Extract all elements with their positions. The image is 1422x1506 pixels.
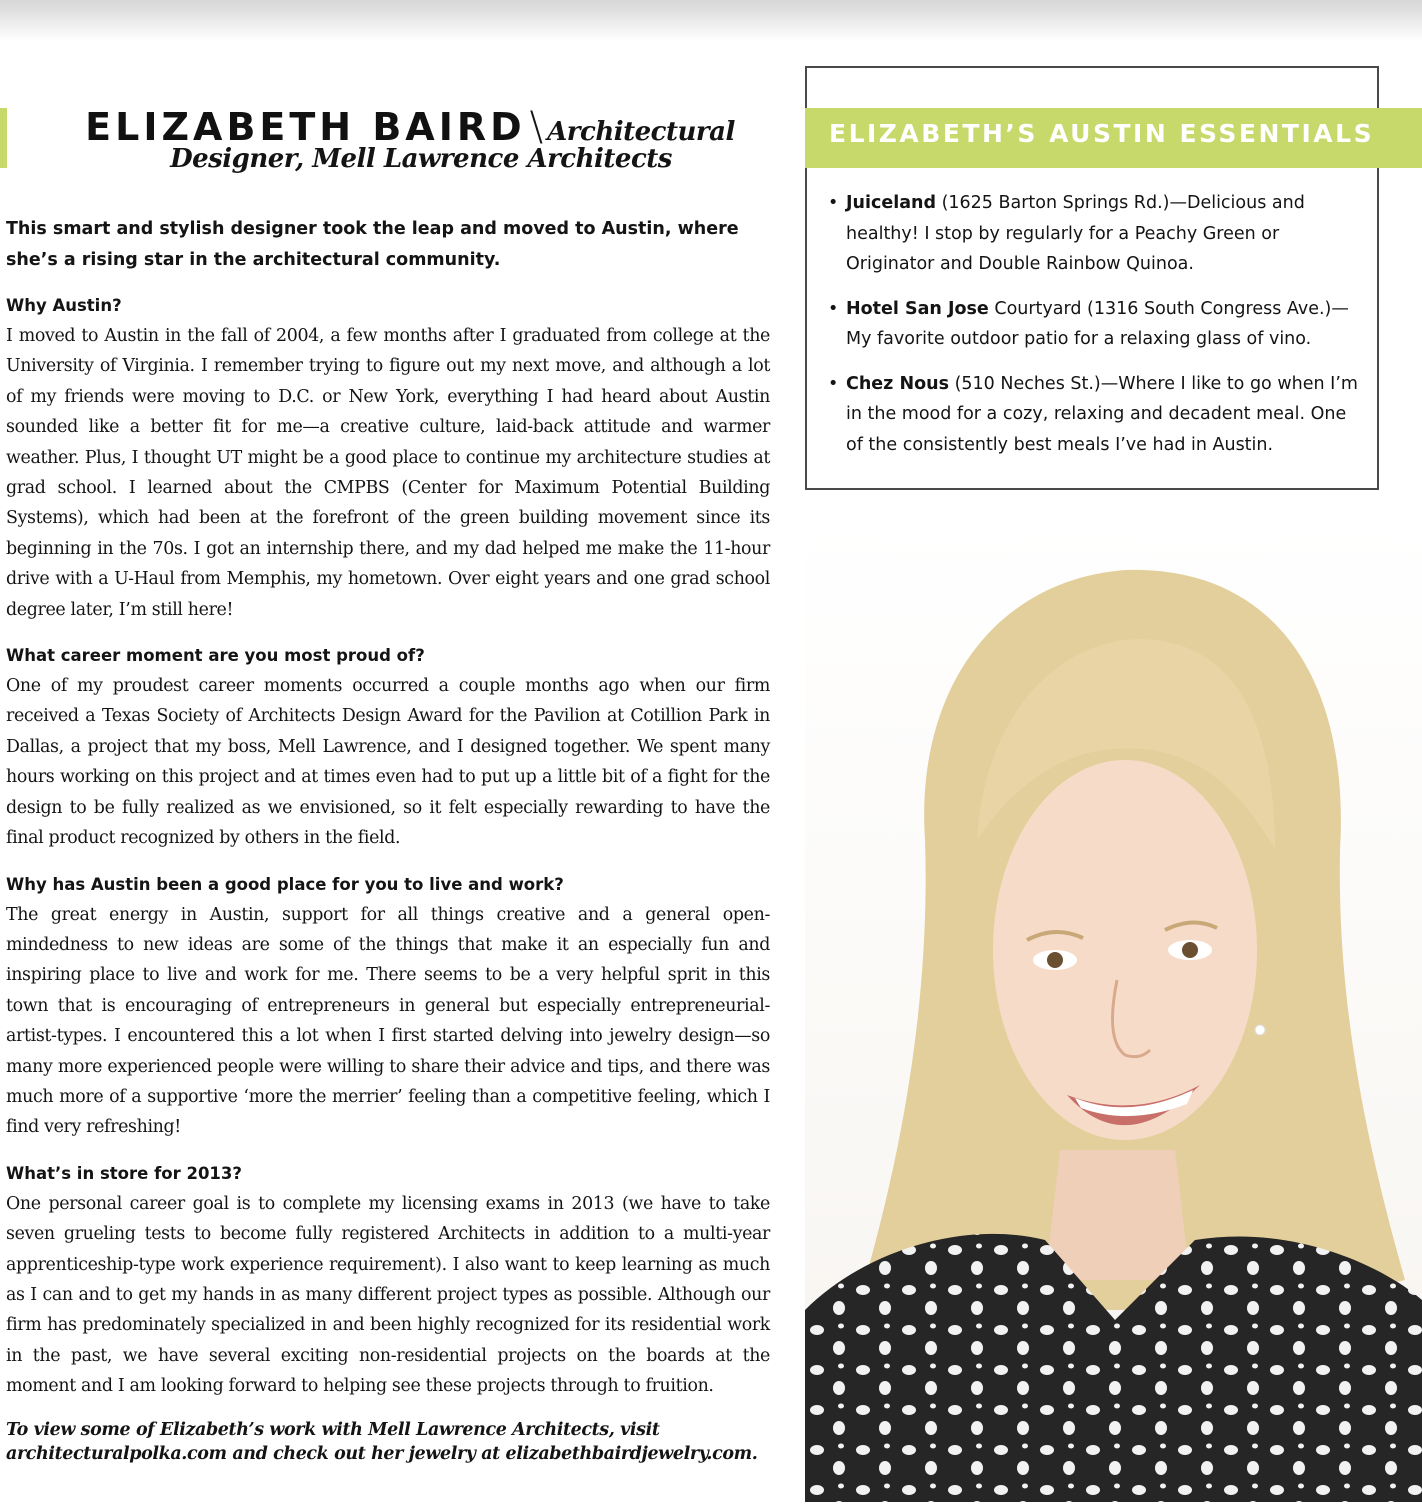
interview-article <box>6 214 770 1466</box>
subject-role-part-1: Architectural <box>547 117 735 147</box>
essentials-item <box>828 369 1368 461</box>
portrait-photo <box>805 520 1422 1502</box>
essentials-title: ELIZABETH’S AUSTIN ESSENTIALS <box>829 119 1375 148</box>
place-description: (510 Neches St.)—Where I like to go when I’m in the mood for a cozy, relaxing and decadent meal. One of the consistently best meals I’ve had in Austin. <box>846 373 1358 455</box>
article-title <box>40 104 780 174</box>
bullet-icon: • <box>828 298 839 319</box>
portrait-illustration <box>805 520 1422 1502</box>
place-name: Juiceland <box>846 193 937 213</box>
subject-role-part-2: Designer, Mell Lawrence Architects <box>170 144 672 174</box>
answer-2013: One personal career goal is to complete my licensing exams in 2013 (we have to take seven grueling tests to become fully registered Architects in addition to a multi-year apprenticeship-type work experience requirement). I also want to keep learning as much as I can and to get my hands in as many different project types as possible. Although our firm has predominately specialized in and been highly recognized for its residential work in the past, we have several exciting non-residential projects on the boards at the moment and I am looking forward to helping see these projects through to fruition. <box>6 1193 770 1397</box>
subject-name: ELIZABETH BAIRD <box>85 105 526 149</box>
bullet-icon: • <box>828 373 839 394</box>
place-description: (1625 Barton Springs Rd.)—Delicious and healthy! I stop by regularly for a Peachy Green or Originator and Double Rainbow Quinoa. <box>846 193 1305 274</box>
answer-why-austin: I moved to Austin in the fall of 2004, a few months after I graduated from college at the University of Virginia. I remember trying to figure out my next move, and although a lot of my friends were moving to D.C. or New York, everything I had heard about Austin sounded like a better fit for me—a creative culture, laid-back attitude and warmer weather. Plus, I thought UT might be a good place to continue my architecture studies at grad school. I learned about the CMPBS (Center for Maximum Potential Building Systems), which had been at the forefront of the green building movement since its beginning in the 70s. I got an internship there, and my dad helped me make the 11-hour drive with a U-Haul from Memphis, my hometown. Over eight years and one grad school degree later, I’m still here! <box>6 326 770 620</box>
question-live-and-work: Why has Austin been a good place for you to live and work? <box>6 874 564 894</box>
question-2013: What’s in store for 2013? <box>6 1163 242 1183</box>
article-intro: This smart and stylish designer took the leap and moved to Austin, where she’s a rising star in the architectural community. <box>6 219 739 270</box>
question-proudest-moment: What career moment are you most proud of? <box>6 646 425 666</box>
title-separator: \ <box>529 104 544 150</box>
place-name: Hotel San Jose <box>846 298 989 319</box>
essentials-item <box>828 188 1368 280</box>
closing-note: To view some of Elizabeth’s work with Mell Lawrence Architects, visit architecturalpolka.com and check out her jewelry at elizabethbairdjewelry.com. <box>6 1419 758 1464</box>
answer-live-and-work: The great energy in Austin, support for all things creative and a general open-mindedness to new ideas are some of the things that make it an especially fun and inspiring place to live and work for me. There seems to be a very helpful sprit in this town that is encouraging of entrepreneurs in general but especially entrepreneurial-artist-types. I encountered this a lot when I first started delving into jewelry design—so many more experienced people were willing to share their advice and tips, and there was much more of a supportive ‘more the merrier’ feeling than a competitive feeling, which I find very refreshing! <box>6 904 770 1138</box>
bullet-icon: • <box>828 193 839 213</box>
answer-proudest-moment: One of my proudest career moments occurred a couple months ago when our firm received a Texas Society of Architects Design Award for the Pavilion at Cotillion Park in Dallas, a project that my boss, Mell Lawrence, and I designed together. We spent many hours working on this project and at times even had to put up a little bit of a fight for the design to be fully realized as we envisioned, so it felt especially rewarding to have the final product recognized by others in the field. <box>6 676 770 849</box>
essentials-header <box>805 108 1422 168</box>
top-shading <box>0 0 1422 42</box>
question-why-austin: Why Austin? <box>6 296 122 315</box>
place-name: Chez Nous <box>846 373 949 394</box>
place-description: Courtyard (1316 South Congress Ave.)—My favorite outdoor patio for a relaxing glass of vino. <box>846 298 1349 349</box>
left-accent-tab <box>0 108 7 168</box>
essentials-item <box>828 294 1368 355</box>
essentials-list <box>828 188 1368 474</box>
